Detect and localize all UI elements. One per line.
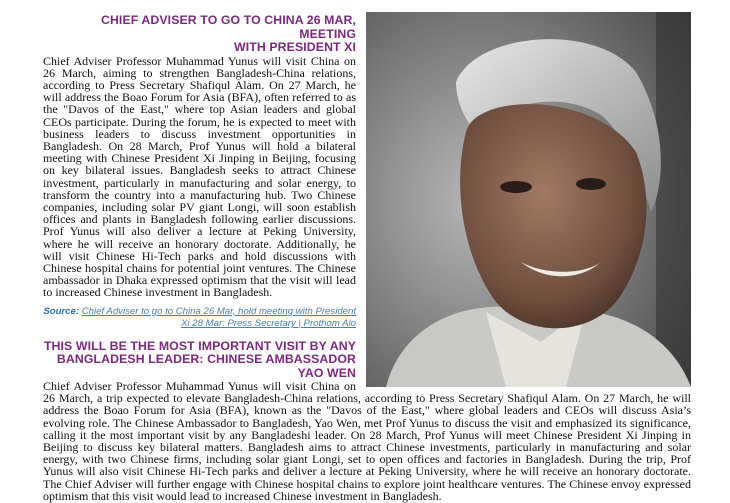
source-label: Source: xyxy=(43,305,80,317)
portrait-image xyxy=(366,12,691,387)
heading-line: CHIEF ADVISER TO GO TO CHINA 26 MAR, MEETING xyxy=(100,13,356,41)
article-1-body: Chief Adviser Professor Muhammad Yunus will visit China on 26 March, aiming to strengthen Bangladesh-China relations, according to Press Secretary Shafiqul Alam. On 27 March, he will address the Boao Forum for Asia (BFA), often referred to as the "Davos of the East," where top Asian leaders and global CEOs participate. During the forum, he is expected to meet with business leaders to discuss investment opportunities in Bangladesh. On 28 March, Prof Yunus will hold a bilateral meeting with Chinese President Xi Jinping in Beijing, focusing on key bilateral issues. Bangladesh seeks to attract Chinese investment, particularly in manufacturing and solar energy, to transform the country into a manufacturing hub. Two Chinese companies, including solar PV giant Longi, will soon establish offices and plants in Bangladesh following earlier discussions. Prof Yunus will also deliver a lecture at Peking University, where he will receive an honorary doctorate. Additionally, he will visit Chinese Hi-Tech parks and hold discussions with Chinese hospital chains for potential joint ventures. The Chinese ambassador in Dhaka expressed optimism that the visit will lead to increased Chinese investment in Bangladesh. xyxy=(43,53,356,300)
article-1 xyxy=(43,14,356,299)
article-1-heading xyxy=(43,14,356,55)
heading-line: THIS WILL BE THE MOST IMPORTANT VISIT BY ANY xyxy=(43,338,356,353)
article-1-source xyxy=(43,306,356,331)
article-2-body: Chief Adviser Professor Muhammad Yunus will visit China on 26 March, a trip expected to elevate Bangladesh-China relations, according to Press Secretary Shafiqul Alam. On 27 March, he will address the Boao Forum for Asia (BFA), known as the "Davos of the East," where global leaders and CEOs will discuss Asia’s evolving role. The Chinese Ambassador to Bangladesh, Yao Wen, met Prof Yunus to discuss the visit and emphasized its significance, calling it the most important visit by any Bangladeshi leader. On 28 March, Prof Yunus will meet Chinese President Xi Jinping in Beijing to discuss key bilateral matters. Bangladesh aims to attract Chinese investments, particularly in manufacturing and solar energy, with two Chinese firms, including solar giant Longi, set to open offices and factories in Bangladesh. During the trip, Prof Yunus will also visit Chinese Hi-Tech parks and deliver a lecture at Peking University, where he will receive an honorary doctorate. The Chief Adviser will further engage with Chinese hospital chains to explore joint healthcare ventures. The Chinese envoy expressed optimism that this visit would lead to increased Chinese investment in Bangladesh. xyxy=(43,379,691,503)
heading-line: WITH PRESIDENT XI xyxy=(234,40,356,54)
portrait-photo xyxy=(366,12,691,387)
source-link[interactable]: Chief Adviser to go to China 26 Mar, hold meeting with President Xi 28 Mar: Press Secretary | Prothom Alo xyxy=(81,305,356,330)
heading-line: BANGLADESH LEADER: CHINESE AMBASSADOR YAO WEN xyxy=(56,352,356,380)
document-page xyxy=(43,12,691,502)
article-2-heading xyxy=(43,340,356,381)
